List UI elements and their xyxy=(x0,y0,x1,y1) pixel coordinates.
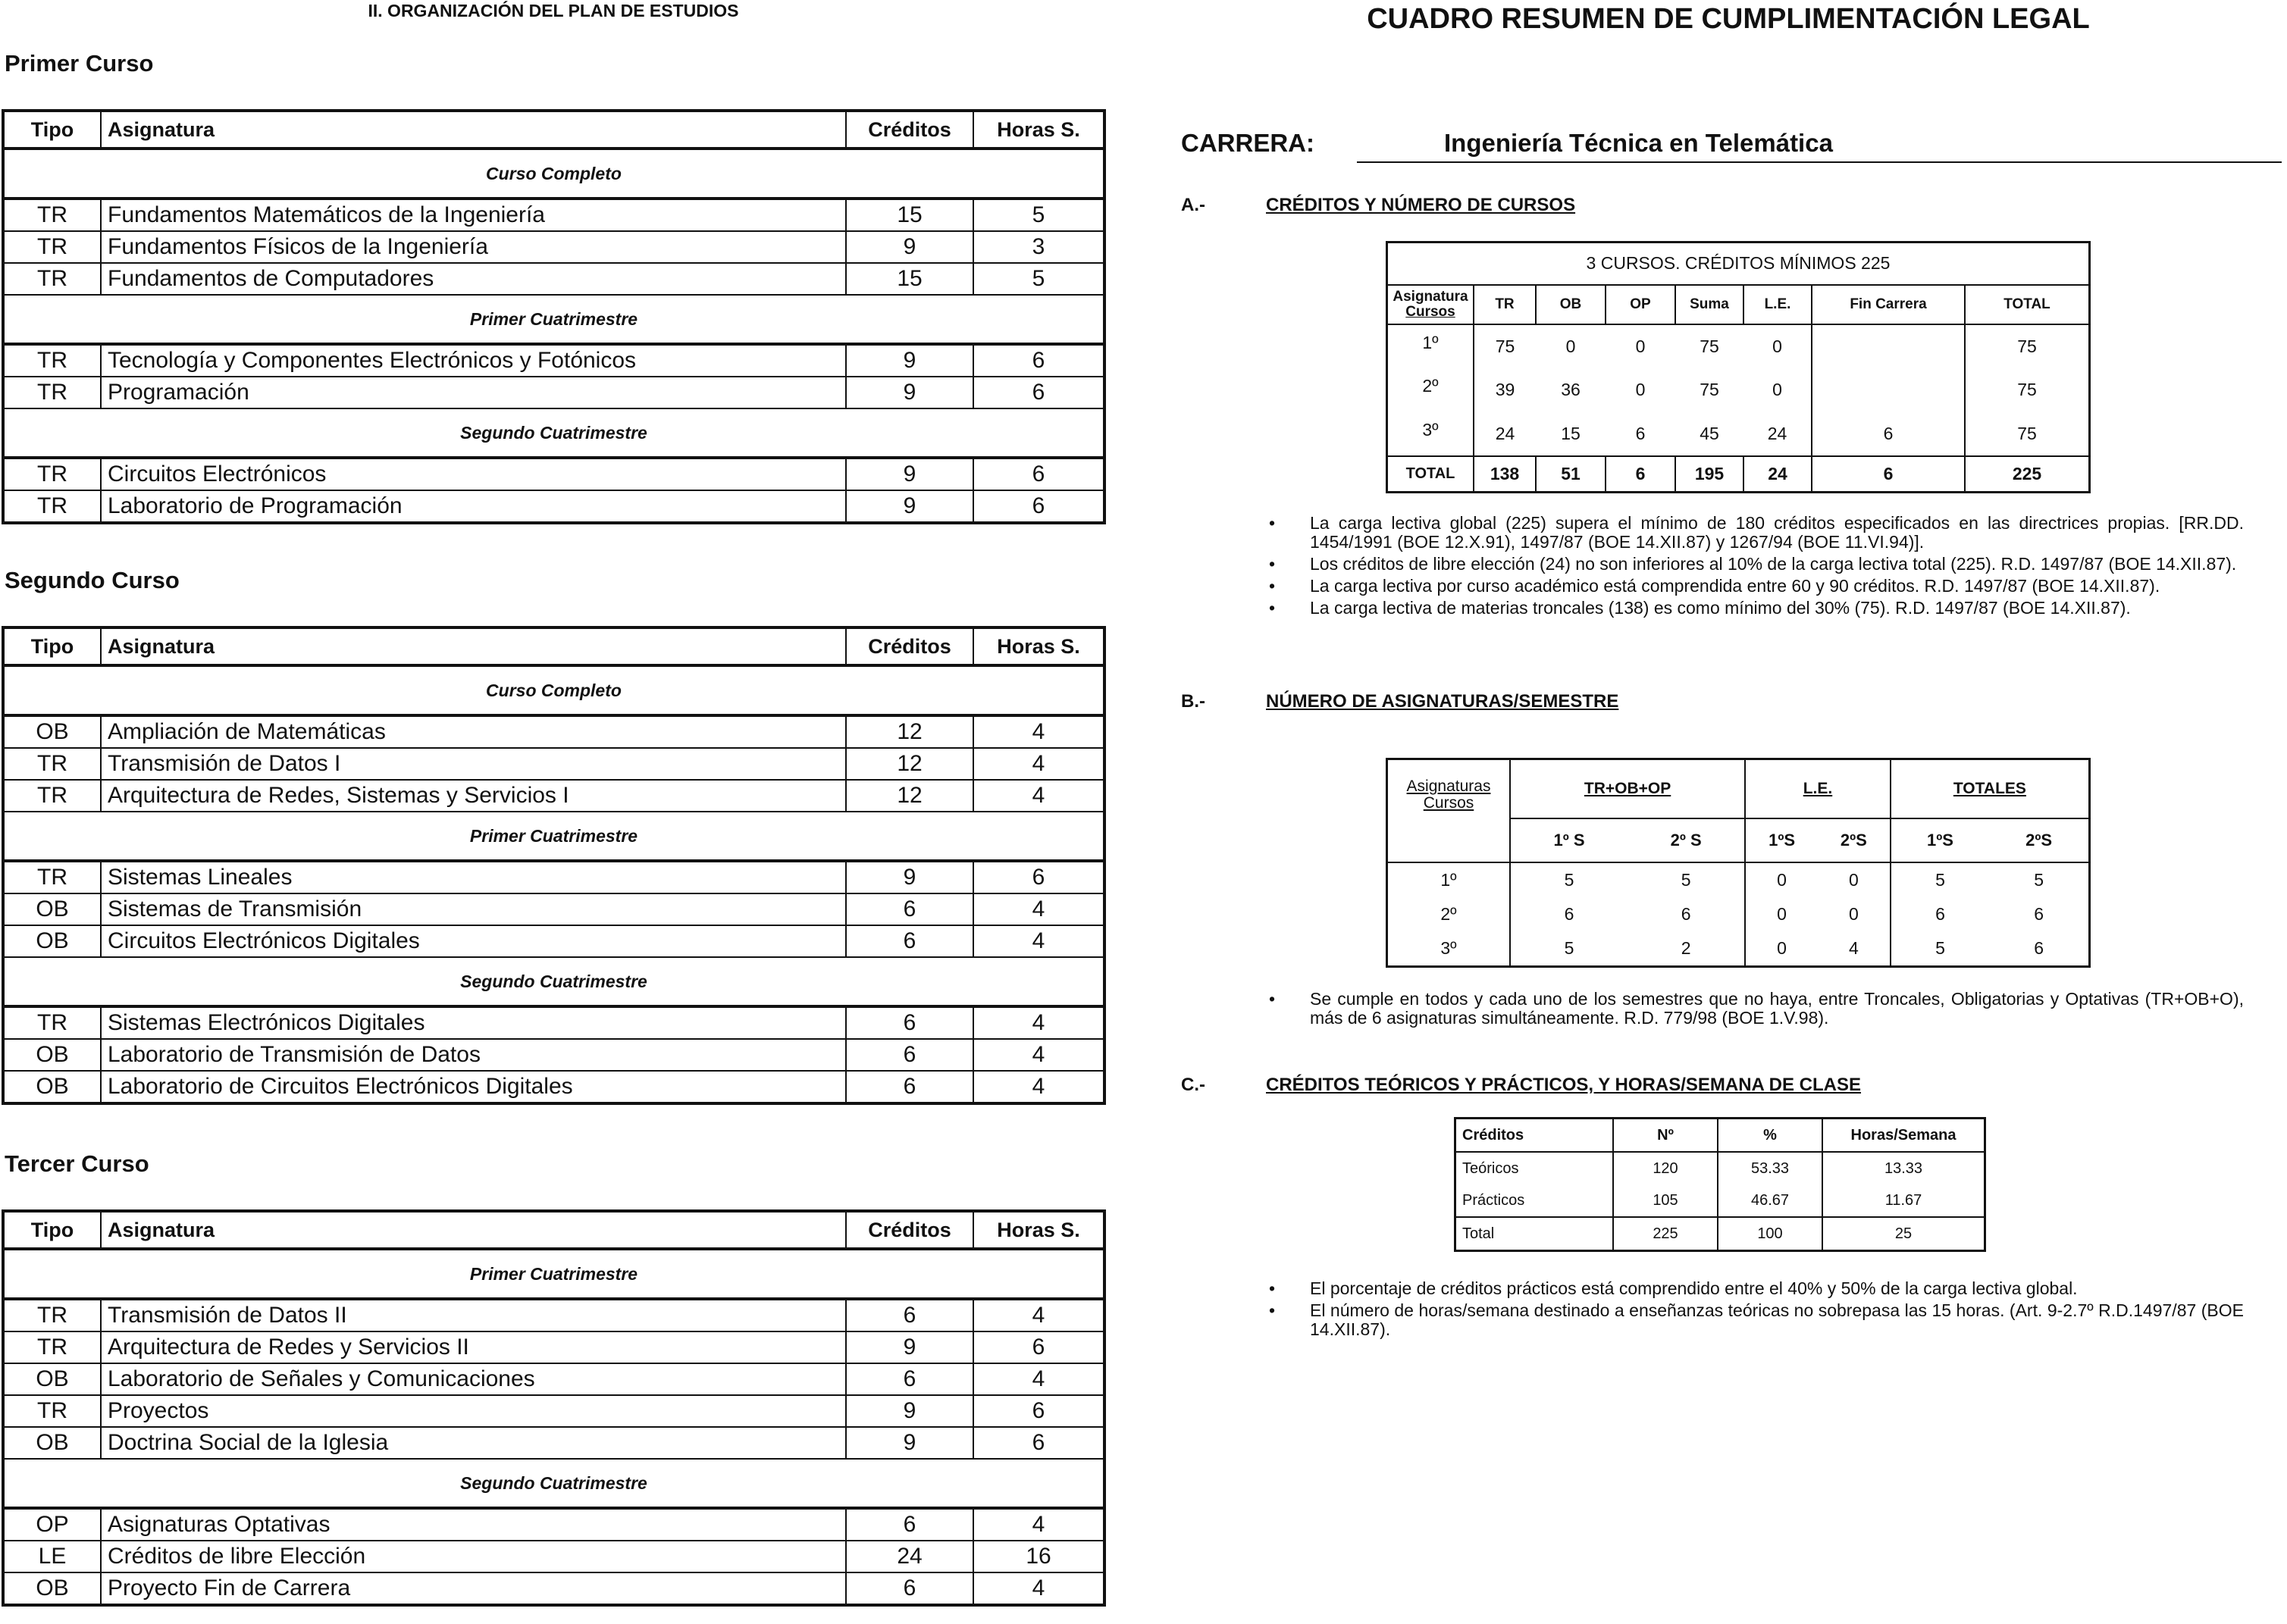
plan-table-segundo-curso xyxy=(2,626,1106,1105)
subject-name: Programación xyxy=(101,377,846,408)
tb-cell: 6 xyxy=(1564,904,1574,924)
section-label: Segundo Cuatrimestre xyxy=(3,1459,1104,1508)
subject-row xyxy=(3,1541,1104,1572)
subject-creditos: 6 xyxy=(846,1572,973,1605)
subject-name: Arquitectura de Redes, Sistemas y Servicios I xyxy=(101,780,846,812)
ta-total-row xyxy=(1387,456,2090,493)
subject-horas: 4 xyxy=(973,715,1104,748)
subject-name: Tecnología y Componentes Electrónicos y Fotónicos xyxy=(101,344,846,377)
subject-row xyxy=(3,344,1104,377)
subject-creditos: 6 xyxy=(846,1006,973,1039)
subject-name: Sistemas Electrónicos Digitales xyxy=(101,1006,846,1039)
subject-tipo: OB xyxy=(3,925,101,957)
section-b-title: NÚMERO DE ASIGNATURAS/SEMESTRE xyxy=(1266,691,1619,712)
tc-cell: Teóricos xyxy=(1455,1152,1614,1184)
ta-h-op: OP xyxy=(1606,285,1675,324)
section-a-title: CRÉDITOS Y NÚMERO DE CURSOS xyxy=(1266,195,1576,215)
tc-h-creditos: Créditos xyxy=(1455,1119,1614,1153)
ta-h-suma: Suma xyxy=(1675,285,1743,324)
carrera-underline xyxy=(1357,161,2282,163)
subject-row xyxy=(3,231,1104,263)
subject-row xyxy=(3,748,1104,780)
subject-name: Arquitectura de Redes y Servicios II xyxy=(101,1331,846,1363)
ta-cell: 6 xyxy=(1635,423,1646,443)
tb-curso: 2º xyxy=(1387,897,1511,932)
tb-cell: 5 xyxy=(1564,938,1574,959)
subject-creditos: 9 xyxy=(846,231,973,263)
tc-row xyxy=(1455,1152,1985,1184)
subject-name: Asignaturas Optativas xyxy=(101,1508,846,1541)
subject-tipo: OB xyxy=(3,1071,101,1103)
subject-row xyxy=(3,925,1104,957)
section-label: Segundo Cuatrimestre xyxy=(3,408,1104,458)
ta-cell: 39 xyxy=(1495,380,1515,399)
subject-creditos: 6 xyxy=(846,1363,973,1395)
tb-cell: 6 xyxy=(1935,904,1945,924)
section-c-notes xyxy=(1266,1279,2244,1342)
subject-horas: 4 xyxy=(973,1006,1104,1039)
subject-row xyxy=(3,861,1104,893)
tb-cell: 0 xyxy=(1777,869,1787,890)
subject-creditos: 9 xyxy=(846,1427,973,1459)
section-b-letter: B.- xyxy=(1181,691,1205,712)
note-a4: • La carga lectiva de materias troncales (138) es como mínimo del 30% (75). R.D. 1497/87 (BOE 14.XII.87). xyxy=(1266,599,2244,618)
subject-creditos: 6 xyxy=(846,925,973,957)
subject-horas: 6 xyxy=(973,1395,1104,1427)
subject-name: Transmisión de Datos I xyxy=(101,748,846,780)
tb-cell: 4 xyxy=(1818,932,1891,967)
note-b1: • Se cumple en todos y cada uno de los semestres que no haya, entre Troncales, Obligatorias y Optativas (TR+OB+O), más de 6 asignaturas simultáneamente. R.D. 779/98 (BOE 1.V.98). xyxy=(1266,990,2244,1028)
subject-tipo: TR xyxy=(3,199,101,231)
subject-horas: 6 xyxy=(973,458,1104,490)
subject-creditos: 6 xyxy=(846,1508,973,1541)
subject-row xyxy=(3,715,1104,748)
tc-h-horas: Horas/Semana xyxy=(1850,1126,1956,1144)
section-a-notes xyxy=(1266,514,2244,621)
subject-name: Ampliación de Matemáticas xyxy=(101,715,846,748)
subject-horas: 6 xyxy=(973,377,1104,408)
section-row xyxy=(3,295,1104,344)
subject-horas: 4 xyxy=(973,748,1104,780)
subject-horas: 5 xyxy=(973,263,1104,295)
tb-s6: 2ºS xyxy=(2025,830,2053,850)
subject-tipo: OB xyxy=(3,715,101,748)
note-a3: • La carga lectiva por curso académico está comprendida entre 60 y 90 créditos. R.D. 1497/87 (BOE 14.XII.87). xyxy=(1266,577,2244,596)
ta-cell: 24 xyxy=(1743,412,1812,456)
ta-total-cell: 225 xyxy=(2012,463,2042,483)
subject-creditos: 9 xyxy=(846,1395,973,1427)
tb-s2: 2º S xyxy=(1628,818,1745,862)
col-header-tipo: Tipo xyxy=(3,111,101,149)
tc-cell: 120 xyxy=(1613,1152,1718,1184)
tc-row xyxy=(1455,1217,1985,1251)
tc-cell: Total xyxy=(1455,1217,1614,1251)
subject-tipo: OP xyxy=(3,1508,101,1541)
carrera-value: Ingeniería Técnica en Telemática xyxy=(1444,129,1833,157)
tb-row xyxy=(1387,862,2090,897)
subject-row xyxy=(3,1508,1104,1541)
subject-row xyxy=(3,1331,1104,1363)
ta-total-cell: 195 xyxy=(1675,456,1743,493)
subject-row xyxy=(3,263,1104,295)
ta-h-total: TOTAL xyxy=(2003,296,2050,312)
subject-name: Laboratorio de Circuitos Electrónicos Digitales xyxy=(101,1071,846,1103)
note-c1: • El porcentaje de créditos prácticos está comprendido entre el 40% y 50% de la carga lectiva global. xyxy=(1266,1279,2244,1298)
subject-horas: 4 xyxy=(973,1508,1104,1541)
tb-row xyxy=(1387,897,2090,932)
subject-name: Créditos de libre Elección xyxy=(101,1541,846,1572)
tc-cell: 11.67 xyxy=(1884,1191,1922,1209)
section-label: Curso Completo xyxy=(3,665,1104,715)
subject-tipo: TR xyxy=(3,231,101,263)
creditos-horas-table xyxy=(1454,1117,1986,1252)
ta-total-cell: 6 xyxy=(1812,456,1965,493)
subject-tipo: TR xyxy=(3,344,101,377)
subject-tipo: OB xyxy=(3,893,101,925)
ta-cell xyxy=(1812,324,1965,368)
tc-cell: 46.67 xyxy=(1718,1184,1822,1217)
tc-cell: Prácticos xyxy=(1455,1184,1614,1217)
ta-curso: 1º xyxy=(1387,324,1474,368)
subject-creditos: 9 xyxy=(846,377,973,408)
section-label: Primer Cuatrimestre xyxy=(3,295,1104,344)
left-header: II. ORGANIZACIÓN DEL PLAN DE ESTUDIOS xyxy=(368,1,739,20)
subject-name: Fundamentos Matemáticos de la Ingeniería xyxy=(101,199,846,231)
carrera-label: CARRERA: xyxy=(1181,129,1314,157)
section-b-notes xyxy=(1266,990,2244,1031)
subject-horas: 4 xyxy=(973,925,1104,957)
subject-horas: 4 xyxy=(973,780,1104,812)
subject-creditos: 9 xyxy=(846,344,973,377)
subject-tipo: TR xyxy=(3,1331,101,1363)
creditos-cursos-table xyxy=(1386,241,2091,493)
tb-cell: 0 xyxy=(1777,938,1787,959)
subject-creditos: 24 xyxy=(846,1541,973,1572)
ta-cell: 75 xyxy=(1700,336,1719,356)
ta-cell: 15 xyxy=(1561,423,1581,443)
subject-creditos: 6 xyxy=(846,1039,973,1071)
ta-h-ob: OB xyxy=(1536,285,1606,324)
tc-cell: 100 xyxy=(1718,1217,1822,1251)
subject-creditos: 6 xyxy=(846,893,973,925)
plan-header-row xyxy=(3,1211,1104,1249)
subject-creditos: 12 xyxy=(846,780,973,812)
ta-h-tr: TR xyxy=(1474,285,1536,324)
subject-horas: 6 xyxy=(973,1331,1104,1363)
subject-row xyxy=(3,1427,1104,1459)
subject-tipo: TR xyxy=(3,1395,101,1427)
tb-s5: 1ºS xyxy=(1927,830,1953,850)
ta-cell: 45 xyxy=(1700,423,1719,443)
tb-s4: 2ºS xyxy=(1818,818,1891,862)
subject-row xyxy=(3,199,1104,231)
subject-row xyxy=(3,377,1104,408)
tb-cell: 6 xyxy=(1628,897,1745,932)
course-title-3: Tercer Curso xyxy=(5,1150,149,1177)
ta-h-fin: Fin Carrera xyxy=(1812,285,1965,324)
ta-total-label: TOTAL xyxy=(1387,456,1474,493)
subject-horas: 4 xyxy=(973,893,1104,925)
tb-s3: 1ºS xyxy=(1769,830,1796,850)
ta-cell: 75 xyxy=(1495,336,1515,356)
subject-tipo: TR xyxy=(3,263,101,295)
subject-horas: 16 xyxy=(973,1541,1104,1572)
tc-h-n: Nº xyxy=(1613,1119,1718,1153)
subject-row xyxy=(3,780,1104,812)
ta-cell: 6 xyxy=(1812,412,1965,456)
subject-row xyxy=(3,1071,1104,1103)
ta-cell: 0 xyxy=(1743,324,1812,368)
right-header: CUADRO RESUMEN DE CUMPLIMENTACIÓN LEGAL xyxy=(1367,3,2090,35)
subject-tipo: OB xyxy=(3,1572,101,1605)
subject-horas: 6 xyxy=(973,344,1104,377)
section-row xyxy=(3,957,1104,1006)
subject-horas: 6 xyxy=(973,1427,1104,1459)
ta-title: 3 CURSOS. CRÉDITOS MÍNIMOS 225 xyxy=(1586,253,1891,274)
col-header-asignatura: Asignatura xyxy=(101,1211,846,1249)
ta-cell: 0 xyxy=(1635,380,1646,399)
ta-cell: 24 xyxy=(1495,423,1515,443)
subject-name: Sistemas Lineales xyxy=(101,861,846,893)
tc-cell: 13.33 xyxy=(1884,1159,1923,1177)
col-header-horas: Horas S. xyxy=(973,111,1104,149)
tc-cell: 53.33 xyxy=(1718,1152,1822,1184)
tc-row xyxy=(1455,1184,1985,1217)
subject-horas: 6 xyxy=(973,490,1104,523)
subject-tipo: TR xyxy=(3,1299,101,1331)
tb-g1: TR+OB+OP xyxy=(1510,759,1745,818)
section-row xyxy=(3,1249,1104,1299)
subject-name: Proyectos xyxy=(101,1395,846,1427)
section-label: Primer Cuatrimestre xyxy=(3,1249,1104,1299)
col-header-creditos: Créditos xyxy=(846,1211,973,1249)
ta-cell: 0 xyxy=(1565,336,1576,356)
subject-name: Fundamentos Físicos de la Ingeniería xyxy=(101,231,846,263)
ta-curso: 3º xyxy=(1387,412,1474,456)
note-c2: • El número de horas/semana destinado a enseñanzas teóricas no sobrepasa las 15 horas. (Art. 9-2.7º R.D.1497/87 (BOE 14.XII.87). xyxy=(1266,1301,2244,1339)
subject-tipo: TR xyxy=(3,861,101,893)
col-header-asignatura: Asignatura xyxy=(101,627,846,665)
subject-tipo: OB xyxy=(3,1363,101,1395)
subject-name: Sistemas de Transmisión xyxy=(101,893,846,925)
ta-cell: 0 xyxy=(1635,336,1646,356)
subject-horas: 4 xyxy=(973,1572,1104,1605)
section-a-letter: A.- xyxy=(1181,195,1205,215)
subject-tipo: LE xyxy=(3,1541,101,1572)
tb-cell: 0 xyxy=(1818,897,1891,932)
col-header-creditos: Créditos xyxy=(846,627,973,665)
ta-cell: 36 xyxy=(1561,380,1581,399)
tc-h-pct: % xyxy=(1718,1119,1822,1153)
tb-curso: 3º xyxy=(1387,932,1511,967)
plan-header-row xyxy=(3,627,1104,665)
subject-creditos: 9 xyxy=(846,458,973,490)
tb-cell: 5 xyxy=(1564,869,1574,890)
subject-creditos: 9 xyxy=(846,490,973,523)
section-label: Segundo Cuatrimestre xyxy=(3,957,1104,1006)
subject-creditos: 12 xyxy=(846,748,973,780)
tb-g3: TOTALES xyxy=(1953,779,2026,797)
section-label: Primer Cuatrimestre xyxy=(3,812,1104,861)
tb-row xyxy=(1387,932,2090,967)
tb-cell: 6 xyxy=(2034,904,2044,924)
ta-total-cell: 6 xyxy=(1606,456,1675,493)
ta-row xyxy=(1387,412,2090,456)
ta-total-cell: 138 xyxy=(1474,456,1536,493)
ta-curso: 2º xyxy=(1387,368,1474,412)
subject-tipo: TR xyxy=(3,780,101,812)
subject-tipo: TR xyxy=(3,1006,101,1039)
subject-creditos: 9 xyxy=(846,1331,973,1363)
subject-horas: 4 xyxy=(973,1299,1104,1331)
col-header-asignatura: Asignatura xyxy=(101,111,846,149)
subject-row xyxy=(3,893,1104,925)
subject-name: Transmisión de Datos II xyxy=(101,1299,846,1331)
ta-cell xyxy=(1812,368,1965,412)
subject-horas: 3 xyxy=(973,231,1104,263)
section-row xyxy=(3,408,1104,458)
tb-g2: L.E. xyxy=(1745,759,1891,818)
plan-table-primer-curso xyxy=(2,109,1106,524)
tb-curso: 1º xyxy=(1387,862,1511,897)
plan-header-row xyxy=(3,111,1104,149)
section-row xyxy=(3,812,1104,861)
subject-horas: 5 xyxy=(973,199,1104,231)
section-c-letter: C.- xyxy=(1181,1075,1205,1095)
ta-cell: 75 xyxy=(2017,380,2037,399)
subject-creditos: 6 xyxy=(846,1299,973,1331)
tc-cell: 105 xyxy=(1613,1184,1718,1217)
subject-row xyxy=(3,1006,1104,1039)
col-header-tipo: Tipo xyxy=(3,1211,101,1249)
col-header-tipo: Tipo xyxy=(3,627,101,665)
subject-creditos: 9 xyxy=(846,861,973,893)
ta-cell: 75 xyxy=(2017,423,2037,443)
tb-cell: 2 xyxy=(1628,932,1745,967)
subject-row xyxy=(3,1299,1104,1331)
tb-cell: 5 xyxy=(1935,869,1945,890)
subject-horas: 4 xyxy=(973,1039,1104,1071)
plan-table-tercer-curso xyxy=(2,1209,1106,1607)
tb-corner: Asignaturas Cursos xyxy=(1387,759,1511,862)
tb-cell: 5 xyxy=(1935,938,1945,959)
subject-horas: 4 xyxy=(973,1071,1104,1103)
subject-name: Proyecto Fin de Carrera xyxy=(101,1572,846,1605)
subject-name: Doctrina Social de la Iglesia xyxy=(101,1427,846,1459)
tb-s1: 1º S xyxy=(1553,830,1585,850)
section-label: Curso Completo xyxy=(3,149,1104,199)
section-row xyxy=(3,665,1104,715)
subject-row xyxy=(3,1395,1104,1427)
ta-corner: Asignatura Cursos xyxy=(1387,285,1474,324)
tb-cell: 0 xyxy=(1818,862,1891,897)
subject-horas: 4 xyxy=(973,1363,1104,1395)
ta-h-le: L.E. xyxy=(1743,285,1812,324)
subject-creditos: 15 xyxy=(846,199,973,231)
tc-cell: 225 xyxy=(1613,1217,1718,1251)
subject-creditos: 6 xyxy=(846,1071,973,1103)
ta-row xyxy=(1387,368,2090,412)
subject-creditos: 12 xyxy=(846,715,973,748)
subject-creditos: 15 xyxy=(846,263,973,295)
subject-row xyxy=(3,1572,1104,1605)
section-row xyxy=(3,149,1104,199)
subject-row xyxy=(3,1363,1104,1395)
col-header-creditos: Créditos xyxy=(846,111,973,149)
subject-tipo: TR xyxy=(3,458,101,490)
course-title-2: Segundo Curso xyxy=(5,567,180,593)
subject-tipo: TR xyxy=(3,490,101,523)
subject-name: Fundamentos de Computadores xyxy=(101,263,846,295)
subject-name: Circuitos Electrónicos Digitales xyxy=(101,925,846,957)
ta-row xyxy=(1387,324,2090,368)
ta-total-cell: 51 xyxy=(1536,456,1606,493)
note-a2: • Los créditos de libre elección (24) no son inferiores al 10% de la carga lectiva total (225). R.D. 1497/87 (BOE 14.XII.87). xyxy=(1266,555,2244,574)
section-c-title: CRÉDITOS TEÓRICOS Y PRÁCTICOS, Y HORAS/SEMANA DE CLASE xyxy=(1266,1075,1862,1095)
subject-name: Laboratorio de Transmisión de Datos xyxy=(101,1039,846,1071)
tc-cell: 25 xyxy=(1894,1225,1913,1242)
course-title-1: Primer Curso xyxy=(5,50,154,77)
asignaturas-semestre-table xyxy=(1386,758,2091,968)
ta-cell: 0 xyxy=(1743,368,1812,412)
col-header-horas: Horas S. xyxy=(973,627,1104,665)
subject-horas: 6 xyxy=(973,861,1104,893)
subject-row xyxy=(3,458,1104,490)
subject-tipo: TR xyxy=(3,748,101,780)
tb-cell: 5 xyxy=(2034,869,2044,890)
note-a1: • La carga lectiva global (225) supera el mínimo de 180 créditos especificados en las directrices propias. [RR.DD. 1454/1991 (BOE 12.X.91), 1497/87 (BOE 14.XII.87) y 1267/94 (BOE 11.VI.94)]. xyxy=(1266,514,2244,552)
tb-cell: 5 xyxy=(1628,862,1745,897)
subject-row xyxy=(3,1039,1104,1071)
ta-cell: 75 xyxy=(2017,336,2037,356)
ta-total-cell: 24 xyxy=(1743,456,1812,493)
tb-cell: 0 xyxy=(1777,904,1787,924)
col-header-horas: Horas S. xyxy=(973,1211,1104,1249)
subject-tipo: OB xyxy=(3,1039,101,1071)
section-row xyxy=(3,1459,1104,1508)
ta-cell: 75 xyxy=(1700,380,1719,399)
subject-name: Laboratorio de Señales y Comunicaciones xyxy=(101,1363,846,1395)
subject-name: Laboratorio de Programación xyxy=(101,490,846,523)
subject-row xyxy=(3,490,1104,523)
tb-cell: 6 xyxy=(2034,938,2044,959)
subject-name: Circuitos Electrónicos xyxy=(101,458,846,490)
subject-tipo: OB xyxy=(3,1427,101,1459)
subject-tipo: TR xyxy=(3,377,101,408)
